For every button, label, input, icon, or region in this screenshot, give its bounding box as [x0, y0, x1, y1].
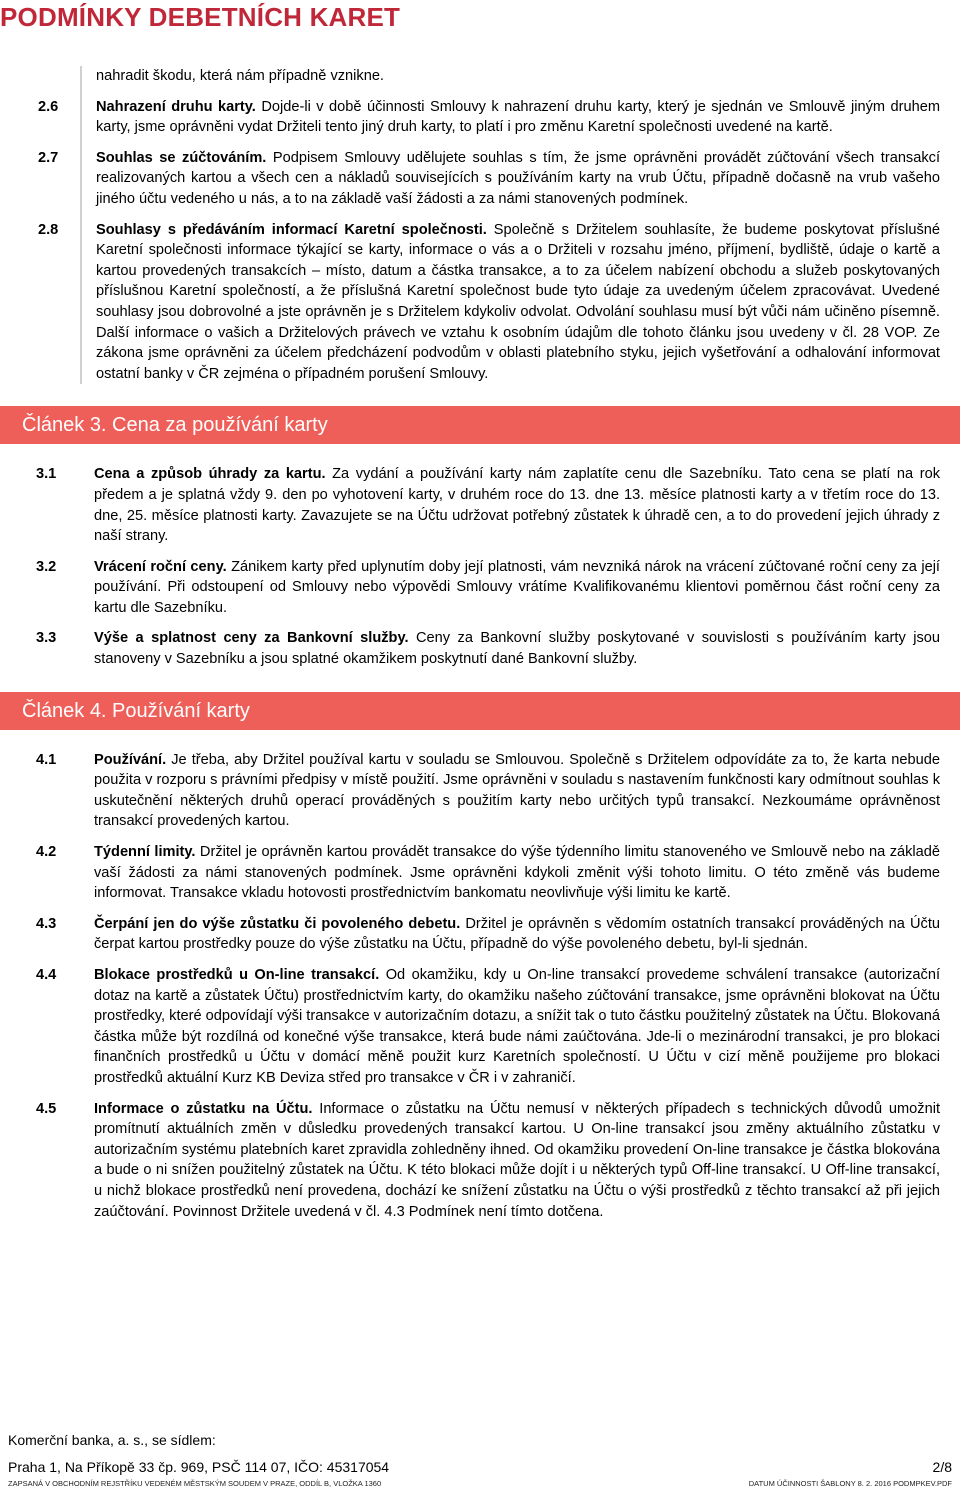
clause-3-1 — [36, 464, 940, 546]
footer-address-row — [8, 1457, 952, 1477]
clause-3-3 — [36, 628, 940, 669]
clause-number: 4.1 — [36, 751, 57, 768]
clause-number: 3.1 — [36, 466, 57, 483]
clause-2-8 — [38, 220, 940, 385]
clause-text: Podpisem Smlouvy udělujete souhlas s tím, že jsme oprávněni provádět zúčtování všech transakcí realizovaných kartou a všech cen a nákladů souvisejících s používáním karty na vrub Účtu, případně dočasně na vrub vašeho jiného účtu vedeného u nás, a to na základě vaší žádosti a za námi stanovených podmínek. — [96, 149, 940, 207]
clause-4-2 — [36, 842, 940, 904]
clause-2-6 — [38, 97, 940, 138]
article-4-heading: Článek 4. Používání karty — [0, 692, 960, 730]
clause-4-5 — [36, 1099, 940, 1223]
clause-number: 4.5 — [36, 1100, 57, 1117]
clause-2-7 — [38, 148, 940, 210]
clause-text: Držitel je oprávněn s vědomím ostatních transakcí prováděných na Účtu čerpat kartou prostředky pouze do výše zůstatku na Účtu, případně do výše povoleného debetu, byl-li sjednán. — [94, 915, 940, 953]
clause-text: Držitel je oprávněn kartou provádět transakce do výše týdenního limitu stanoveného ve Smlouvě nebo na základě vaší žádosti za námi stanovených podmínek. Jsme oprávněni kdykoli změnit výši tohoto limitu. O této změně vás budeme informovat. Transakce vkladu hotovosti prostřednictvím bankomatu neovlivňuje výši limitu ke kartě. — [94, 844, 940, 902]
clause-number: 2.8 — [38, 221, 59, 238]
clause-number: 3.2 — [36, 558, 57, 575]
clause-title: Cena a způsob úhrady za kartu. — [94, 466, 326, 483]
clause-text: Dojde-li v době účinnosti Smlouvy k nahrazení druhu karty, který je sjednán ve Smlouvě jiným druhem karty, jsme oprávněni vydat Držiteli tento jiný druh karty, to platí i pro změnu Karetní společnosti uvedené na kartě. — [96, 98, 940, 136]
clause-number: 3.3 — [36, 630, 57, 647]
article-3-section — [36, 464, 940, 669]
clause-number: 4.3 — [36, 915, 57, 932]
article-3-heading: Článek 3. Cena za používání karty — [0, 406, 960, 444]
clause-title: Informace o zůstatku na Účtu. — [94, 1100, 313, 1117]
clause-text: Za vydání a používání karty nám zaplatíte cenu dle Sazebníku. Tato cena se platí na rok předem a je splatná vždy 9. den po vyhotovení karty, v druhém roce do 13. dne 13. měsíce platnosti karty a v třetím roce do 13. dne, 25. měsíce platnosti karty. Zavazujete se na Účtu udržovat potřebný zůstatek k úhradě cen, a to do provedení jejich úhrady z naší strany. — [94, 466, 940, 545]
page-title: PODMÍNKY DEBETNÍCH KARET — [0, 2, 401, 32]
document-body — [0, 66, 960, 1232]
clause-title: Souhlasy s předáváním informací Karetní společnosti. — [96, 221, 487, 238]
clause-number: 2.7 — [38, 149, 59, 166]
clause-title: Nahrazení druhu karty. — [96, 98, 256, 115]
clause-4-4 — [36, 965, 941, 1089]
clause-4-1 — [36, 750, 940, 832]
footer-legal-row — [8, 1477, 952, 1491]
clause-number: 4.2 — [36, 844, 57, 861]
clause-title: Výše a splatnost ceny za Bankovní služby. — [94, 630, 409, 647]
clause-number: 2.6 — [38, 98, 59, 115]
clause-4-3 — [36, 914, 940, 955]
intro-text: nahradit škodu, která nám případně vznikne. — [96, 68, 384, 84]
clause-text: Od okamžiku, kdy u On-line transakcí provedeme schválení transakce (autorizační dotaz na kartě a zůstatek Účtu) prostřednictvím karty, do okamžiku našeho zúčtování transakce, jsme oprávněni blokovat na Účtu prostředky, které odpovídají výši transakce v autorizačním dotazu, a snížit tak o tuto částku použitelný zůstatek na Účtu. Blokovaná částka může být rozdílná od konečné výše transakce, která bude námi zaúčtována. Jde-li o mezinárodní transakci, je pro blokaci finančních prostředků u Účtu v domácí měně použit kurz Karetních společností. U Účtu v cizí měně použijeme pro blokaci prostředků aktuální Kurz KB Deviza střed pro transakce v ČR i v zahraničí. — [94, 967, 941, 1086]
clause-title: Týdenní limity. — [94, 844, 196, 861]
footer-registry: ZAPSANÁ V OBCHODNÍM REJSTŘÍKU VEDENÉM MĚSTSKÝM SOUDEM V PRAZE, ODDÍL B, VLOŽKA 1360 — [8, 1479, 382, 1488]
page-number: 2/8 — [932, 1459, 952, 1475]
page-footer — [8, 1430, 952, 1491]
article-2-section — [38, 66, 940, 384]
clause-title: Souhlas se zúčtováním. — [96, 149, 267, 166]
clause-text: Zánikem karty před uplynutím doby její platnosti, vám nevzniká nárok na vrácení zúčtované roční ceny za její používání. Při odstoupení od Smlouvy nebo výpovědi Smlouvy vrátíme Kvalifikovanému klientovi poměrnou část roční ceny za kartu dle Sazebníku. — [94, 558, 940, 616]
clause-text: Informace o zůstatku na Účtu nemusí v některých případech s technických důvodů umožnit promítnutí aktuálních změn v důsledku provedených transakcí kartou. U On-line transakcí jsou změny aktuálního zůstatku v autorizačním systému platebních karet zpravidla zohledněny ihned. Od okamžiku provedení On-line transakce je částka blokována a bude o ni snížen použitelný zůstatek na Účtu. K této blokaci může dojít i u některých typů Off-line transakcí. U Off-line transakcí, u nichž blokace prostředků není provedena, dochází ke snížení zůstatku na Účtu o výši prostředků z těchto transakcí až při jejich zaúčtování. Povinnost Držitele uvedená v čl. 4.3 Podmínek není tímto dotčena. — [94, 1100, 940, 1220]
clause-text: Ceny za Bankovní služby poskytované v souvislosti s používáním karty jsou stanoveny v Sazebníku a jsou splatné okamžikem poskytnutí dané Bankovní služby. — [94, 630, 940, 668]
clause-text: Společně s Držitelem souhlasíte, že budeme poskytovat příslušné Karetní společnosti informace týkající se karty, informace o vás a o Držiteli v rozsahu jméno, příjmení, bydliště, údaje o kartě a kartou provedených transakcích – místo, datum a částka transakce, a to za účelem nabízení obchodu a služeb poskytovaných příslušnou Karetní společností, a že příslušná Karetní společnost bude tyto údaje za uvedeným účelem zpracovávat. Uvedené souhlasy jsou dobrovolné a jste oprávněn je s Držitelem kdykoliv odvolat. Odvolání souhlasu musí být vůči nám učiněno písemně. Další informace o vašich a Držitelových právech ve vztahu k osobním údajům dle tohoto článku jsou uvedeny v čl. 28 VOP. Ze zákona jsme oprávněni za účelem předcházení podvodům v oblasti platebního styku, jejich vyšetřování a odhalování informovat ostatní banky v ČR zejména o případném porušení Smlouvy. — [96, 221, 940, 382]
clause-title: Čerpání jen do výše zůstatku či povoleného debetu. — [94, 915, 461, 932]
clause-title: Vrácení roční ceny. — [94, 558, 227, 575]
footer-company: Komerční banka, a. s., se sídlem: — [8, 1432, 216, 1448]
clause-number: 4.4 — [36, 967, 57, 983]
clause-3-2 — [36, 557, 940, 619]
clause-text: Je třeba, aby Držitel používal kartu v souladu se Smlouvou. Společně s Držitelem odpovídáte za to, že karta nebude použita v rozporu s právními předpisy v místě použití. Jsme oprávněni v souladu s nastavením funkčnosti kary odmítnout souhlas k uskutečnění některých druhů operací prováděných s použitím karty nebo určitých typů transakcí. Nezkoumáme oprávněnost transakcí provedených kartou. — [94, 751, 940, 830]
clause-title: Používání. — [94, 751, 167, 768]
clause-title: Blokace prostředků u On-line transakcí. — [94, 967, 380, 983]
footer-address: Praha 1, Na Příkopě 33 čp. 969, PSČ 114 07, IČO: 45317054 — [8, 1459, 390, 1475]
footer-validity: DATUM ÚČINNOSTI ŠABLONY 8. 2. 2016 PODMPKEV.PDF — [748, 1479, 952, 1488]
article-4-section — [36, 750, 941, 1222]
